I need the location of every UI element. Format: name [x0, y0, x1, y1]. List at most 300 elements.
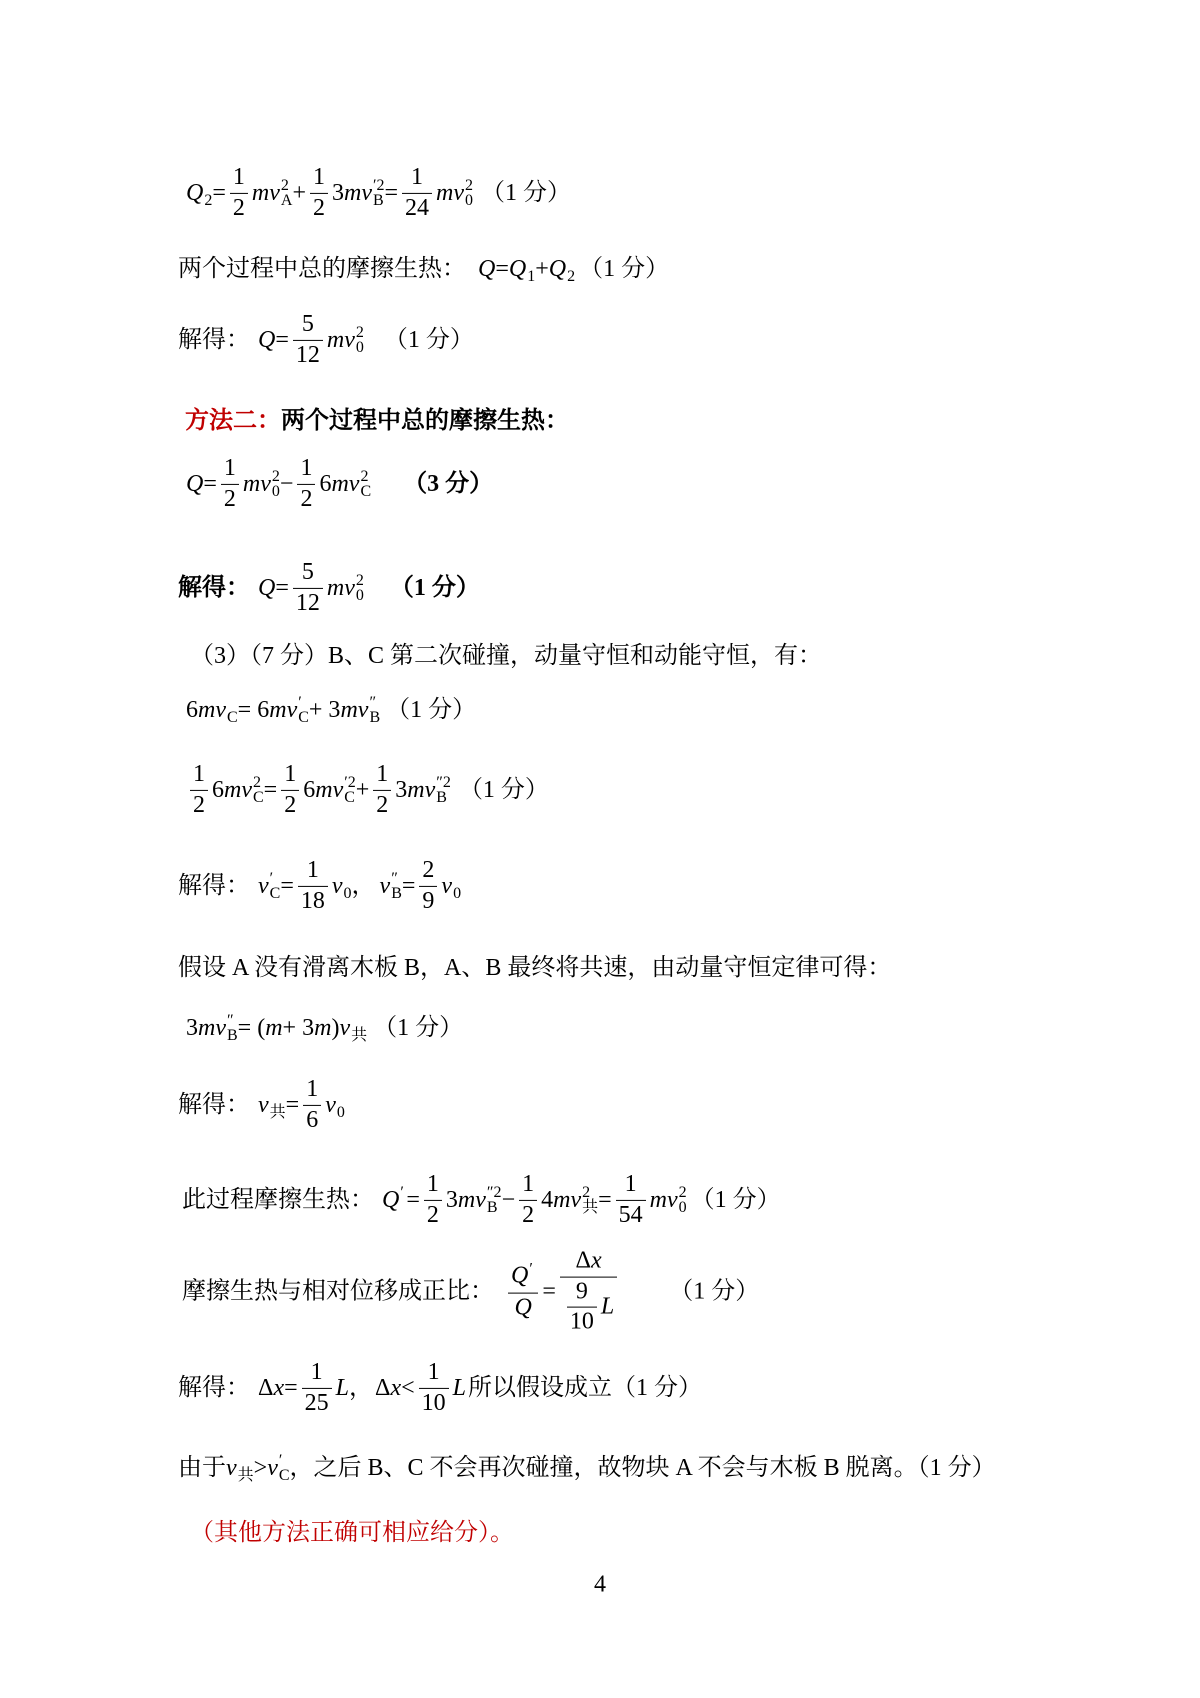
eq-solve-vc-vb: [178, 857, 461, 915]
eq-dx: [178, 1359, 702, 1417]
spacer: [466, 269, 478, 270]
text-token: 2: [284, 791, 297, 818]
script-stack: [344, 775, 356, 805]
text-token: 2: [223, 485, 236, 512]
fraction-numerator: [419, 857, 437, 887]
script-stack: [337, 1090, 345, 1120]
subscript: 2: [567, 268, 576, 285]
text-token: 3: [332, 180, 344, 206]
script-stack: [227, 1013, 238, 1043]
text-token: （1 分）: [579, 256, 670, 282]
fraction-denominator: [402, 194, 432, 223]
script-stack: [391, 871, 402, 901]
variable-with-scripts: [441, 871, 461, 901]
eq-ratio: [182, 1248, 759, 1337]
text-token: （1 分）: [690, 1187, 781, 1213]
text-token: m: [331, 471, 349, 497]
script-stack: [279, 1453, 290, 1483]
text-token: −: [279, 471, 294, 497]
variable-with-scripts: [241, 775, 263, 805]
script-stack: [369, 695, 380, 725]
text-token: （1 分）: [373, 1015, 464, 1041]
text-token: 摩擦生热与相对位移成正比：: [182, 1279, 494, 1305]
text-token: m: [553, 1187, 571, 1213]
superscript: 2: [582, 1184, 591, 1201]
text-token: Δ: [258, 1375, 274, 1401]
fraction: [190, 761, 208, 819]
subscript: 共: [269, 1104, 286, 1121]
text-token: 2: [300, 485, 313, 512]
superscript: ′2: [373, 177, 385, 194]
subscript: C: [360, 483, 372, 500]
text-token: 10: [421, 1389, 446, 1416]
subscript: B: [391, 885, 402, 902]
fraction: [373, 761, 391, 819]
text-token: 9: [422, 887, 435, 914]
text-token: 10: [569, 1308, 594, 1335]
text-token: Δ: [375, 1375, 391, 1401]
superscript: [270, 1090, 286, 1105]
text-token: 解得：: [178, 575, 250, 601]
superscript: [567, 254, 575, 269]
text-token: x: [273, 1375, 285, 1401]
superscript: ″: [227, 1012, 234, 1029]
superscript: ′2: [344, 774, 356, 791]
fraction-numerator: [508, 1262, 538, 1294]
text-token: L: [600, 1293, 615, 1320]
text-token: −: [501, 1187, 516, 1213]
fraction: [560, 1248, 617, 1337]
text-token: 3: [395, 777, 408, 803]
text-token: 1: [306, 856, 319, 883]
text-token: 解得：: [178, 1092, 250, 1118]
text-token: 12: [295, 341, 320, 368]
text-token: 12: [295, 589, 320, 616]
variable-with-scripts: [186, 178, 212, 208]
text-token: （其他方法正确可相应给分）。: [190, 1520, 514, 1546]
text-token: = (: [237, 1015, 266, 1041]
variable-with-scripts: [325, 1090, 345, 1120]
text-token: + 3: [308, 697, 341, 723]
text-token: x: [590, 1247, 602, 1274]
text-token: m: [224, 777, 242, 803]
text-token: m: [314, 1015, 332, 1041]
text-conclusion: [178, 1453, 996, 1483]
text-token: 2: [522, 1201, 535, 1228]
fraction-numerator: [419, 1359, 449, 1389]
subscript: 共: [237, 1467, 254, 1484]
variable-base: v: [667, 1187, 678, 1213]
variable-base: Q: [548, 256, 567, 282]
spacer: [364, 588, 390, 589]
text-token: 假设 A 没有滑离木板 B，A、B 最终将共速，由动量守恒定律可得：: [178, 955, 892, 981]
text-token: =: [203, 471, 217, 497]
fraction-denominator: [567, 1308, 597, 1337]
text-token: 2: [426, 1201, 439, 1228]
variable-base: v: [269, 180, 280, 206]
text-token: 25: [304, 1389, 329, 1416]
fraction-denominator: [298, 887, 328, 916]
variable-with-scripts: [549, 254, 575, 284]
eq-qprime: [182, 1171, 781, 1229]
spacer: [371, 484, 403, 485]
eq-momentum: [186, 695, 476, 725]
text-token: +: [292, 180, 306, 206]
eq-solve-q: [178, 311, 474, 369]
text-token: m: [407, 777, 425, 803]
superscript: ′: [529, 1260, 533, 1278]
subscript: 2: [204, 192, 213, 209]
variable-base: v: [286, 697, 298, 723]
text-token: m: [344, 180, 362, 206]
eq-energy: [186, 761, 549, 819]
text-token: =: [384, 180, 399, 206]
text-token: m: [326, 575, 345, 601]
text-assume: [178, 953, 891, 983]
text-token: 解得：: [178, 873, 250, 899]
text-token: 解得：: [178, 327, 250, 353]
variable-base: v: [331, 873, 343, 899]
variable-with-scripts: [511, 1262, 535, 1292]
fraction: [616, 1171, 646, 1229]
text-token: <: [401, 1375, 415, 1401]
superscript: [453, 871, 461, 886]
superscript: ′: [400, 1184, 404, 1201]
fraction-denominator: [293, 589, 323, 618]
text-token: =: [401, 873, 416, 899]
superscript: [527, 254, 535, 269]
text-token: Δ: [575, 1247, 591, 1274]
subscript: 0: [453, 885, 462, 902]
fraction-denominator: [190, 791, 208, 820]
fraction-numerator: [560, 1248, 617, 1278]
text-token: （1 分）: [389, 575, 480, 601]
superscript: 2: [678, 1184, 687, 1201]
script-stack: [270, 1090, 286, 1120]
script-stack: [453, 871, 461, 901]
script-stack: [344, 871, 352, 901]
text-token: m: [198, 1015, 216, 1041]
text-token: =: [212, 180, 226, 206]
superscript: 2: [355, 324, 364, 341]
spacer: [250, 886, 258, 887]
text-token: 1: [284, 760, 297, 787]
fraction-numerator: [230, 164, 248, 194]
text-token: =: [598, 1187, 612, 1213]
script-stack: [373, 178, 385, 208]
fraction: [230, 164, 248, 222]
variable-with-scripts: [215, 1013, 237, 1043]
text-token: （3 分）: [403, 471, 494, 497]
variable-base: v: [339, 1015, 351, 1041]
text-token: m: [315, 777, 333, 803]
text-token: 18: [300, 887, 325, 914]
variable-base: v: [260, 471, 271, 497]
spacer: [250, 588, 258, 589]
superscript: 2: [280, 177, 289, 194]
subscript: B: [373, 192, 384, 209]
fraction-denominator: [297, 485, 315, 514]
superscript: [337, 1090, 345, 1105]
text-token: =: [280, 873, 294, 899]
text-token: Q: [186, 471, 204, 497]
text-token: m: [242, 471, 261, 497]
text-token: 解得：: [178, 1375, 250, 1401]
script-stack: [529, 1262, 535, 1292]
subscript: C: [227, 709, 238, 726]
fraction-denominator: [424, 1201, 442, 1230]
variable-base: Q: [382, 1187, 400, 1213]
fraction-numerator: [293, 311, 323, 341]
variable-with-scripts: [382, 1185, 406, 1215]
text-token: 方法二：: [185, 408, 281, 434]
superscript: [344, 871, 352, 886]
fraction-numerator: [310, 164, 328, 194]
fraction-numerator: [373, 761, 391, 791]
superscript: ″: [391, 870, 398, 887]
script-stack: [351, 1013, 367, 1043]
variable-base: v: [258, 1092, 269, 1118]
text-token: x: [390, 1375, 402, 1401]
text-total-heat: [178, 254, 669, 284]
text-token: （1 分）: [669, 1279, 760, 1305]
spacer: [473, 193, 481, 194]
text-part3: [190, 641, 822, 671]
text-token: 5: [301, 558, 314, 585]
fraction: [281, 761, 299, 819]
subscript: C: [298, 709, 309, 726]
text-token: 1: [193, 760, 205, 787]
text-token: m: [198, 697, 216, 723]
text-token: m: [265, 1015, 283, 1041]
superscript: ′: [278, 1452, 283, 1469]
script-stack: [487, 1185, 502, 1215]
script-stack: [227, 695, 238, 725]
text-token: L: [452, 1375, 466, 1401]
text-token: 两个过程中总的摩擦生热：: [281, 408, 569, 434]
fraction-denominator: [303, 1106, 321, 1135]
text-token: 1: [426, 1170, 439, 1197]
text-token: 两个过程中总的摩擦生热：: [178, 256, 466, 282]
variable-with-scripts: [226, 1453, 254, 1483]
text-token: ，: [351, 873, 376, 899]
text-token: 此过程摩擦生热：: [182, 1187, 374, 1213]
spacer: [250, 1388, 258, 1389]
text-token: 由于: [178, 1455, 226, 1481]
subscript: B: [486, 1199, 498, 1216]
text-token: =: [275, 327, 289, 353]
variable-base: v: [348, 471, 360, 497]
subscript: 0: [355, 587, 364, 604]
fraction-denominator: [560, 1277, 617, 1336]
superscript: ″2: [436, 774, 451, 791]
text-token: >: [253, 1455, 268, 1481]
fraction: [293, 311, 323, 369]
fraction: [303, 1076, 321, 1134]
variable-with-scripts: [361, 178, 384, 208]
fraction: [302, 1359, 332, 1417]
text-token: =: [285, 1092, 300, 1118]
text-token: =: [263, 777, 278, 803]
text-token: =: [495, 256, 509, 282]
fraction-denominator: [373, 791, 391, 820]
superscript: [351, 1013, 367, 1028]
variable-with-scripts: [333, 775, 356, 805]
variable-with-scripts: [344, 325, 364, 355]
text-token: （3）（7 分）B、C 第二次碰撞，动量守恒和动能守恒，有：: [190, 643, 823, 669]
text-token: 2: [422, 856, 435, 883]
text-token: m: [251, 180, 270, 206]
text-token: 1: [411, 163, 424, 190]
fraction-denominator: [230, 194, 248, 223]
script-stack: [298, 695, 309, 725]
text-token: 6: [303, 777, 316, 803]
text-token: 9: [575, 1278, 588, 1305]
text-token: （1 分）: [481, 180, 572, 206]
fraction-numerator: [424, 1171, 442, 1201]
fraction-denominator: [419, 1389, 449, 1418]
spacer: [374, 1200, 382, 1201]
subscript: C: [269, 885, 281, 902]
fraction-numerator: [297, 455, 315, 485]
text-token: 1: [300, 454, 313, 481]
text-token: =: [275, 575, 289, 601]
spacer: [451, 790, 459, 791]
text-token: m: [269, 697, 287, 723]
fraction-numerator: [519, 1171, 537, 1201]
script-stack: [465, 178, 473, 208]
variable-with-scripts: [453, 178, 473, 208]
fraction-denominator: [519, 1201, 537, 1230]
text-token: Q: [258, 575, 276, 601]
text-token: ，之后 B、C 不会再次碰撞，故物块 A 不会与木板 B 脱离。（1 分）: [289, 1455, 996, 1481]
script-stack: [238, 1453, 254, 1483]
variable-base: v: [344, 575, 355, 601]
text-token: 4: [541, 1187, 554, 1213]
text-token: 3: [445, 1187, 458, 1213]
text-token: 1: [427, 1358, 440, 1385]
superscript: 2: [360, 468, 369, 485]
variable-base: v: [361, 180, 372, 206]
fraction: [402, 164, 432, 222]
subscript: 共: [351, 1027, 368, 1044]
text-token: 6: [306, 1106, 319, 1133]
text-token: 1: [306, 1075, 319, 1102]
eq-momentum2: [186, 1013, 463, 1043]
subscript: C: [278, 1467, 290, 1484]
text-token: m: [340, 697, 358, 723]
fraction-numerator: [616, 1171, 646, 1201]
text-token: 1: [624, 1170, 637, 1197]
variable-base: v: [332, 777, 344, 803]
fraction-denominator: [419, 887, 437, 916]
text-token: 2: [193, 791, 205, 818]
fraction-denominator: [616, 1201, 646, 1230]
variable-base: v: [241, 777, 252, 803]
script-stack: [356, 573, 364, 603]
fraction-denominator: [293, 341, 323, 370]
spacer: [250, 1105, 258, 1106]
fraction-numerator: [293, 559, 323, 589]
text-token: 1: [232, 163, 245, 190]
text-token: ，: [349, 1375, 373, 1401]
fraction: [297, 455, 315, 513]
fraction-denominator: [281, 791, 299, 820]
subscript: A: [280, 192, 293, 209]
text-token: 3: [186, 1015, 198, 1041]
script-stack: [356, 325, 364, 355]
fraction: [419, 1359, 449, 1417]
spacer: [250, 340, 258, 341]
subscript: C: [344, 789, 355, 806]
variable-with-scripts: [258, 871, 280, 901]
eq-solve-q-bold: [178, 559, 480, 617]
script-stack: [270, 871, 281, 901]
variable-with-scripts: [269, 178, 292, 208]
text-token: ): [331, 1015, 340, 1041]
subscript: 0: [465, 192, 474, 209]
variable-base: v: [379, 873, 391, 899]
superscript: 2: [253, 774, 261, 791]
text-token: =: [542, 1279, 556, 1305]
variable-base: v: [344, 327, 355, 353]
fraction: [424, 1171, 442, 1229]
variable-with-scripts: [339, 1013, 367, 1043]
variable-with-scripts: [215, 695, 237, 725]
variable-with-scripts: [570, 1185, 598, 1215]
text-token: （1 分）: [458, 777, 549, 803]
text-token: 6: [212, 777, 224, 803]
superscript: 2: [271, 468, 280, 485]
heading-method2: [185, 406, 569, 436]
variable-with-scripts: [425, 775, 451, 805]
fraction: [310, 164, 328, 222]
script-stack: [253, 775, 264, 805]
text-token: Q: [514, 1294, 532, 1321]
variable-with-scripts: [475, 1185, 501, 1215]
text-token: 5: [301, 310, 314, 337]
fraction: [567, 1278, 597, 1336]
text-token: （1 分）: [386, 697, 477, 723]
superscript: ″: [369, 694, 377, 711]
text-token: 54: [618, 1201, 643, 1228]
variable-with-scripts: [509, 254, 535, 284]
fraction: [221, 455, 239, 513]
script-stack: [204, 178, 212, 208]
superscript: [238, 1453, 254, 1468]
text-token: = 6: [237, 697, 270, 723]
text-token: L: [335, 1375, 349, 1401]
variable-with-scripts: [260, 469, 280, 499]
text-token: 2: [232, 194, 245, 221]
subscript: B: [436, 789, 447, 806]
fraction-numerator: [190, 761, 208, 791]
subscript: 0: [336, 1104, 345, 1121]
fraction-numerator: [567, 1278, 597, 1308]
fraction-numerator: [302, 1359, 332, 1389]
text-token: m: [326, 327, 345, 353]
text-token: 6: [186, 697, 198, 723]
text-token: m: [649, 1187, 668, 1213]
text-note-red: [190, 1518, 514, 1548]
fraction-numerator: [298, 857, 328, 887]
script-stack: [527, 254, 535, 284]
variable-with-scripts: [332, 871, 352, 901]
subscript: 0: [343, 885, 352, 902]
fraction: [419, 857, 437, 915]
text-token: Q: [258, 327, 276, 353]
subscript: 0: [678, 1199, 687, 1216]
